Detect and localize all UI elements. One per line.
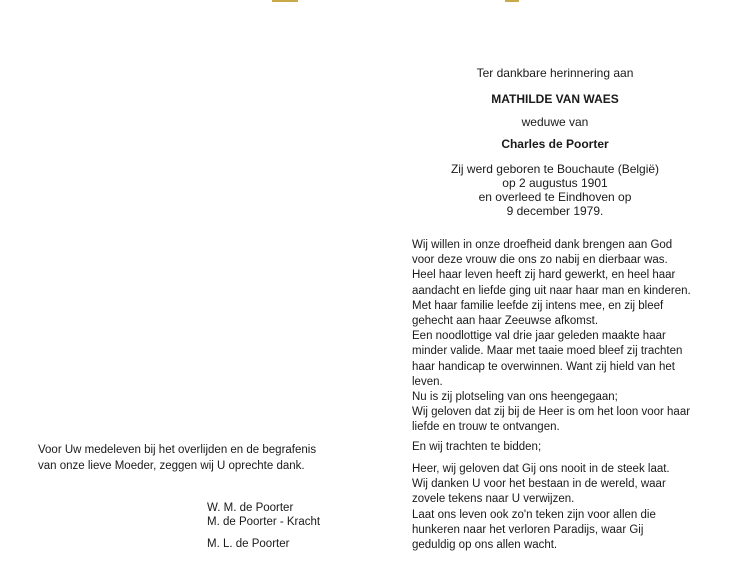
relation-line: weduwe van (521, 115, 589, 129)
memorial-line: leven. (412, 375, 443, 388)
thanks-line: van onze lieve Moeder, zeggen wij U oprechte dank. (38, 460, 305, 472)
memorial-line: gehecht aan haar Zeeuwse afkomst. (412, 315, 599, 328)
deceased-name: MATHILDE VAN WAES (491, 92, 619, 106)
spouse-name: Charles de Poorter (501, 137, 609, 151)
birth-death-line: op 2 augustus 1901 (502, 176, 608, 190)
memorial-line: Wij geloven dat zij bij de Heer is om het loon voor haar (412, 406, 691, 419)
thanks-line: Voor Uw medeleven bij het overlijden en de begrafenis (38, 444, 317, 456)
memorial-line: Nu is zij plotseling van ons heengegaan; (412, 391, 618, 404)
memorial-line: voor deze vrouw die ons zo nabij en dierbaar was. (412, 254, 668, 267)
memorial-line: Met haar familie leefde zij intens mee, en zij bleef (412, 299, 664, 312)
thanks-text (38, 442, 338, 474)
birth-death-line: 9 december 1979. (506, 204, 604, 218)
prayer-line: hunkeren naar het verloren Paradijs, waar Gij (412, 523, 644, 536)
prayer-intro (412, 440, 702, 455)
birth-death-line: Zij werd geboren te Bouchaute (België) (450, 162, 660, 176)
birth-death-block (410, 162, 700, 218)
intro-line: Ter dankbare herinnering aan (476, 66, 634, 80)
prayer-line: zovele tekens naar U verwijzen. (412, 493, 575, 506)
print-mark (505, 0, 519, 2)
memorial-line: liefde en trouw te ontvangen. (412, 421, 560, 434)
memorial-text (412, 238, 702, 436)
prayer-text (412, 462, 702, 553)
prayer-line: Wij danken U voor het bestaan in de wereld, waar (412, 478, 666, 491)
memorial-line: aandacht en liefde ging uit naar haar man en kinderen. (412, 284, 691, 297)
prayer-intro-line: En wij trachten te bidden; (412, 441, 542, 453)
memorial-line: Heel haar leven heeft zij hard gewerkt, en heel haar (412, 269, 676, 282)
prayer-line: Laat ons leven ook zo'n teken zijn voor allen die (412, 508, 656, 521)
signature-name: M. de Poorter - Kracht (207, 516, 321, 528)
memorial-line: Een noodlottige val drie jaar geleden maakte haar (412, 330, 666, 343)
signature-name: M. L. de Poorter (207, 538, 290, 550)
signature-name: W. M. de Poorter (207, 502, 294, 514)
birth-death-line: en overleed te Eindhoven op (478, 190, 632, 204)
memorial-line: haar handicap te overwinnen. Want zij hield van het (412, 360, 675, 373)
prayer-line: geduldig op ons allen wacht. (412, 539, 558, 552)
memorial-line: minder valide. Maar met taaie moed bleef zij trachten (412, 345, 683, 358)
memorial-line: Wij willen in onze droefheid dank brengen aan God (412, 239, 673, 251)
prayer-line: Heer, wij geloven dat Gij ons nooit in de steek laat. (412, 463, 670, 475)
print-mark (272, 0, 298, 2)
